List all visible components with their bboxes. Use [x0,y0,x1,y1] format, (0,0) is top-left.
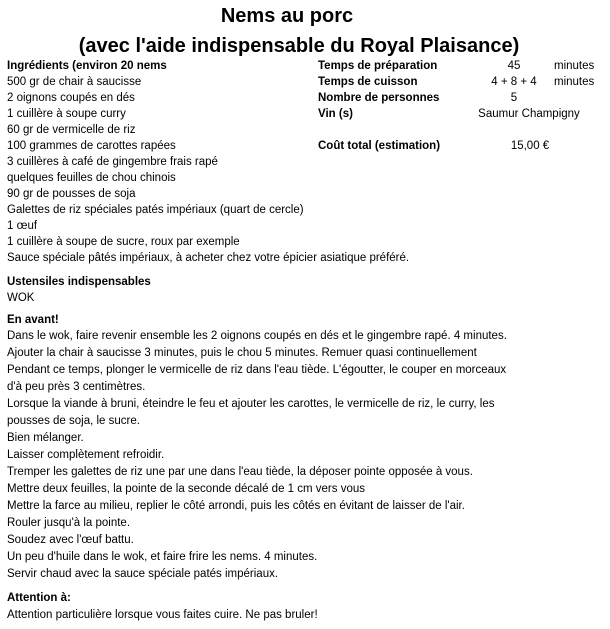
ingredient-item: Sauce spéciale pâtés impériaux, à acheter chez votre épicier asiatique préféré. [7,252,410,264]
ingredient-item: 90 gr de pousses de soja [7,188,136,200]
prep-time-value: 45 [507,60,521,72]
recipe-title: Nems au porc [220,5,354,27]
ingredient-item: 60 gr de vermicelle de riz [7,124,136,136]
step-line: Bien mélanger. [7,432,84,444]
step-line: Dans le wok, faire revenir ensemble les 2 oignons coupés en dés et le gingembre rapé. 4 minutes. [7,330,507,342]
step-line: Mettre la farce au milieu, replier le côté arrondi, puis les côtés en évitant de laisser de l'air. [7,500,465,512]
step-line: Servir chaud avec la sauce spéciale patés impériaux. [7,568,279,580]
utensils-heading: Ustensiles indispensables [7,276,151,288]
step-line: Mettre deux feuilles, la pointe de la seconde décalé de 1 cm vers vous [7,483,365,495]
warning-heading: Attention à: [7,592,71,604]
steps-heading: En avant! [7,314,59,326]
ingredient-item: 100 grammes de carottes rapées [7,140,176,152]
cook-time-unit: minutes [554,76,595,88]
wine-label: Vin (s) [318,108,353,120]
cook-time-value: 4 + 8 + 4 [491,76,537,88]
step-line: Lorsque la viande à bruni, éteindre le feu et ajouter les carottes, le vermicelle de riz, le curry, les [7,398,495,410]
ingredient-item: Galettes de riz spéciales patés impériaux (quart de cercle) [7,204,304,216]
ingredient-item: quelques feuilles de chou chinois [7,172,176,184]
step-line: d'à peu près 3 centimètres. [7,381,146,393]
ingredient-item: 1 cuillère à soupe curry [7,108,126,120]
step-line: Tremper les galettes de riz une par une dans l'eau tiède, la déposer pointe opposée à vous. [7,466,473,478]
persons-label: Nombre de personnes [318,92,440,104]
ingredient-item: 1 cuillère à soupe de sucre, roux par exemple [7,236,240,248]
cook-time-label: Temps de cuisson [318,76,418,88]
wine-value: Saumur Champigny [478,108,580,120]
ingredient-item: 3 cuillères à café de gingembre frais rapé [7,156,218,168]
prep-time-label: Temps de préparation [318,60,438,72]
prep-time-unit: minutes [554,60,595,72]
cost-label: Coût total (estimation) [318,140,441,152]
warning-text: Attention particulière lorsque vous faites cuire. Ne pas bruler! [7,609,318,621]
ingredient-item: 500 gr de chair à saucisse [7,76,142,88]
step-line: Ajouter la chair à saucisse 3 minutes, puis le chou 5 minutes. Remuer quasi continuellement [7,347,477,359]
step-line: Rouler jusqu'à la pointe. [7,517,131,529]
ingredient-item: 1 œuf [7,220,38,232]
step-line: Pendant ce temps, plonger le vermicelle de riz dans l'eau tiède. L'égoutter, le couper en morceaux [7,364,507,376]
ingredients-heading: Ingrédients (environ 20 nems [7,60,167,72]
cost-value: 15,00 € [510,140,550,152]
persons-value: 5 [510,92,518,104]
step-line: Laisser complètement refroidir. [7,449,165,461]
recipe-subtitle: (avec l'aide indispensable du Royal Plaisance) [78,35,520,57]
utensil-item: WOK [7,292,35,304]
ingredient-item: 2 oignons coupés en dés [7,92,135,104]
step-line: Soudez avec l'œuf battu. [7,534,134,546]
step-line: pousses de soja, le sucre. [7,415,140,427]
step-line: Un peu d'huile dans le wok, et faire frire les nems. 4 minutes. [7,551,318,563]
